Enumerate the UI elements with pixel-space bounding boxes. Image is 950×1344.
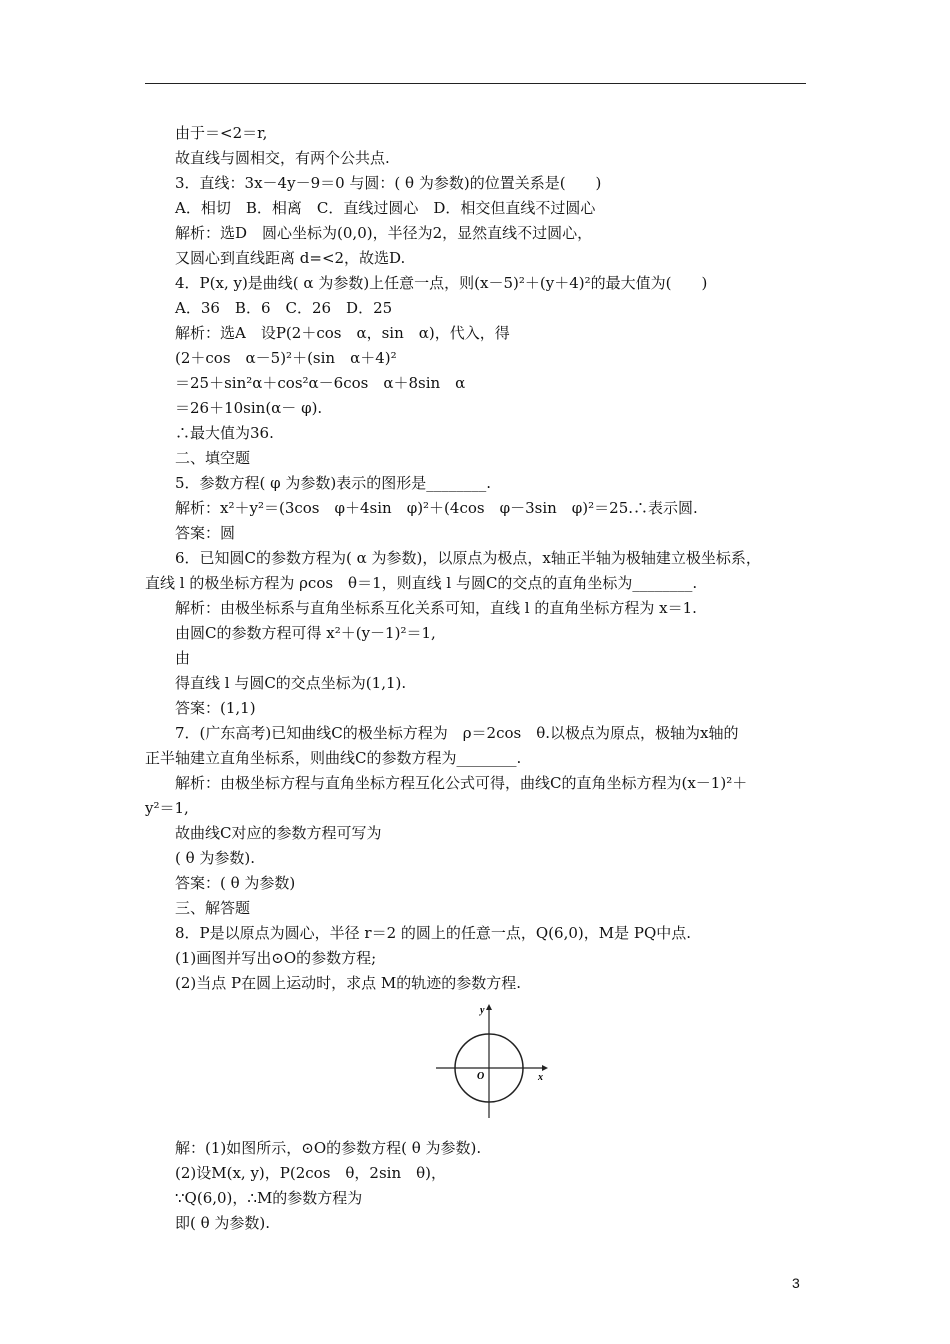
text-line: 得直线 l 与圆C的交点坐标为(1,1). xyxy=(175,674,407,692)
text-line: ＝25＋sin²α＋cos²α－6cos α＋8sin α xyxy=(175,374,466,392)
question-8: 8．P是以原点为圆心，半径 r＝2 的圆上的任意一点，Q(6,0)，M是 PQ中点. xyxy=(175,924,692,942)
circle-figure xyxy=(430,1000,555,1122)
text-line-cont: y²＝1, xyxy=(145,799,189,817)
section-heading: 三、解答题 xyxy=(175,899,251,917)
origin-label: O xyxy=(477,1071,485,1082)
x-axis-label: x xyxy=(538,1072,543,1083)
solution-line: 即( θ 为参数). xyxy=(175,1214,271,1232)
y-axis-arrow xyxy=(486,1004,492,1010)
question-7: 7．(广东高考)已知曲线C的极坐标方程为 ρ＝2cos θ.以极点为原点，极轴为x轴的 xyxy=(175,724,739,742)
text-line: 解析：x²＋y²＝(3cos φ＋4sin φ)²＋(4cos φ－3sin φ)²＝25.∴表示圆. xyxy=(175,499,698,517)
question-5: 5．参数方程( φ 为参数)表示的图形是________. xyxy=(175,474,492,492)
question-6: 6．已知圆C的参数方程为( α 为参数)，以原点为极点，x轴正半轴为极轴建立极坐标系， xyxy=(175,549,761,567)
text-line: 又圆心到直线距离 d=<2，故选D. xyxy=(175,249,406,267)
text-line: ＝26＋10sin(α－ φ). xyxy=(175,399,323,417)
question-3: 3．直线：3x－4y－9＝0 与圆：( θ 为参数)的位置关系是( ) xyxy=(175,174,602,192)
x-axis-arrow xyxy=(542,1065,548,1071)
solution-line: ∵Q(6,0)，∴M的参数方程为 xyxy=(175,1189,363,1207)
text-line: ∴最大值为36. xyxy=(175,424,274,442)
solution-line: (2)设M(x, y)，P(2cos θ，2sin θ)， xyxy=(175,1164,447,1182)
text-line: 由 xyxy=(175,649,191,667)
question-7-cont: 正半轴建立直角坐标系，则曲线C的参数方程为________. xyxy=(145,749,522,767)
answer-line: 答案：( θ 为参数) xyxy=(175,874,296,892)
text-line: ( θ 为参数). xyxy=(175,849,256,867)
text-line: 解析：选A 设P(2＋cos α，sin α)，代入，得 xyxy=(175,324,510,342)
header-rule xyxy=(145,83,806,84)
page-number: 3 xyxy=(792,1275,800,1291)
question-4: 4．P(x, y)是曲线( α 为参数)上任意一点，则(x－5)²＋(y＋4)²的最大值为( ) xyxy=(175,274,708,292)
section-heading: 二、填空题 xyxy=(175,449,251,467)
text-line: 故曲线C对应的参数方程可写为 xyxy=(175,824,382,842)
text-line: 由圆C的参数方程可得 x²＋(y－1)²＝1, xyxy=(175,624,436,642)
text-line: 解析：由极坐标系与直角坐标系互化关系可知，直线 l 的直角坐标方程为 x＝1. xyxy=(175,599,697,617)
question-4-options: A．36 B．6 C．26 D．25 xyxy=(175,299,393,317)
text-line: 解析：选D 圆心坐标为(0,0)，半径为2，显然直线不过圆心， xyxy=(175,224,593,242)
text-line: 故直线与圆相交，有两个公共点. xyxy=(175,149,390,167)
solution-line: 解：(1)如图所示，⊙O的参数方程( θ 为参数). xyxy=(175,1139,482,1157)
question-6-cont: 直线 l 的极坐标方程为 ρcos θ＝1，则直线 l 与圆C的交点的直角坐标为________. xyxy=(145,574,698,592)
y-axis-label: y xyxy=(480,1005,485,1016)
question-3-options: A．相切 B．相离 C．直线过圆心 D．相交但直线不过圆心 xyxy=(175,199,596,217)
question-8-part-2: (2)当点 P在圆上运动时，求点 M的轨迹的参数方程. xyxy=(175,974,522,992)
text-line: (2＋cos α－5)²＋(sin α＋4)² xyxy=(175,349,397,367)
answer-line: 答案：圆 xyxy=(175,524,236,542)
question-8-part-1: (1)画图并写出⊙O的参数方程; xyxy=(175,949,377,967)
text-line: 解析：由极坐标方程与直角坐标方程互化公式可得，曲线C的直角坐标方程为(x－1)²＋ xyxy=(175,774,748,792)
answer-line: 答案：(1,1) xyxy=(175,699,256,717)
text-line: 由于＝<2＝r, xyxy=(175,124,268,142)
